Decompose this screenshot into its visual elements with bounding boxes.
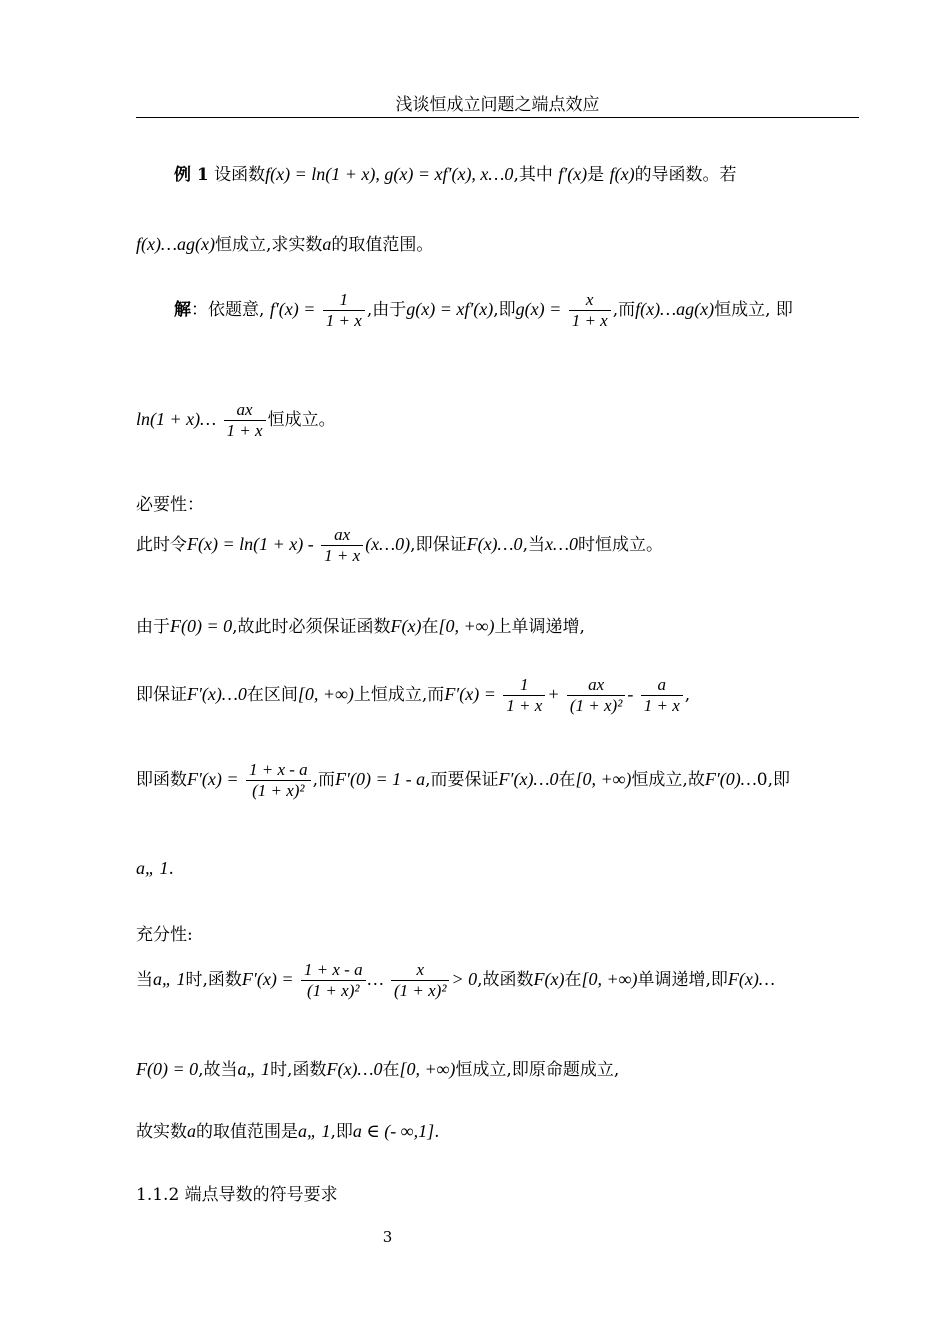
formula: f(x) — [609, 164, 635, 184]
denominator: 1 + x — [226, 421, 263, 440]
formula: F(x)…0 — [466, 534, 523, 554]
text: 单调递增,即 — [637, 970, 728, 990]
formula: F′(0) = 1 - a — [335, 769, 426, 789]
formula: F′(x) = — [241, 969, 294, 989]
formula: F(x) — [533, 969, 565, 989]
formula: a„ 1 — [153, 969, 186, 989]
text: 时,函数 — [185, 970, 242, 990]
fraction — [246, 760, 311, 801]
formula: g(x) = xf′(x) — [406, 299, 494, 319]
formula: [0, +∞) — [399, 1059, 456, 1079]
text: 在 — [421, 617, 439, 637]
fraction — [301, 960, 366, 1001]
denominator: (1 + x)² — [252, 781, 305, 800]
text: 即保证 — [136, 685, 187, 705]
formula: f′(x) — [558, 164, 588, 184]
formula: x…0 — [544, 534, 578, 554]
formula: F(x)…0 — [326, 1059, 383, 1079]
text: ,即保证 — [410, 535, 467, 555]
denominator: 1 + x — [324, 546, 361, 565]
denominator: (1 + x)² — [307, 981, 360, 1000]
text: 在区间 — [246, 685, 298, 705]
formula: F′(x) = — [444, 684, 496, 704]
text: . — [434, 1122, 440, 1142]
formula: ln(1 + x)… — [136, 409, 217, 429]
formula: f(x)…ag(x) — [635, 299, 715, 319]
numerator: x — [569, 290, 611, 311]
formula: a — [187, 1121, 196, 1141]
sufficiency-heading: 充分性: — [136, 925, 193, 945]
fraction — [567, 675, 625, 716]
text: ,而 — [312, 770, 336, 790]
fraction — [321, 525, 363, 566]
numerator: 1 + x - a — [246, 760, 311, 781]
denominator: (1 + x)² — [569, 696, 623, 715]
text: 时恒成立。 — [577, 535, 663, 555]
text: 在 — [564, 970, 582, 990]
operator: - — [627, 684, 634, 704]
text: 上恒成立,而 — [353, 685, 445, 705]
fraction — [323, 290, 365, 331]
text: 恒成立,求实数 — [214, 235, 323, 255]
operator: … — [367, 969, 384, 989]
text: 即函数 — [136, 770, 187, 790]
text: 的取值范围是 — [196, 1122, 298, 1142]
denominator: 1 + x — [325, 311, 362, 330]
text: ,故此时必须保证函数 — [232, 617, 391, 637]
sufficiency-line-1 — [136, 960, 860, 1001]
formula: a„ 1 — [298, 1121, 331, 1141]
text: 的导函数。若 — [634, 165, 737, 185]
sufficiency-line-2 — [136, 1055, 860, 1080]
text: 故实数 — [136, 1122, 187, 1142]
fraction — [224, 400, 266, 441]
text: ,当 — [522, 535, 545, 555]
denominator: 1 + x — [506, 696, 543, 715]
numerator: ax — [567, 675, 625, 696]
formula: F(0) = 0 — [136, 1059, 199, 1079]
formula: f(x) = ln(1 + x), g(x) = xf′(x), x…0 — [265, 164, 514, 184]
fraction — [391, 960, 449, 1001]
denominator: 1 + x — [571, 311, 608, 330]
example-1-line-2 — [136, 230, 860, 255]
necessity-heading: 必要性： — [136, 495, 204, 515]
formula: F′(x)…0 — [187, 684, 247, 704]
necessity-line-1 — [136, 525, 860, 566]
example-label: 例 1 — [174, 165, 209, 185]
fraction — [503, 675, 545, 716]
text: 当 — [136, 970, 153, 990]
numerator: a — [641, 675, 683, 696]
formula: F′(x)…0 — [498, 769, 559, 789]
necessity-conclusion — [136, 858, 860, 879]
numerator: 1 + x - a — [301, 960, 366, 981]
solution-line-2 — [136, 400, 860, 441]
text: , — [684, 685, 691, 705]
numerator: 1 — [503, 675, 545, 696]
formula: f′(x) = — [269, 299, 316, 319]
text: ,即 — [493, 300, 516, 320]
formula: F(x)… — [727, 969, 775, 989]
formula: [0, +∞) — [438, 616, 495, 636]
text: 在 — [558, 770, 576, 790]
formula: F(x) = ln(1 + x) - — [187, 534, 314, 554]
text: 在 — [382, 1060, 400, 1080]
text: ,故函数 — [477, 970, 534, 990]
fraction — [641, 675, 683, 716]
formula: [0, +∞) — [581, 969, 638, 989]
text: 恒成立。 — [267, 410, 336, 430]
fraction — [569, 290, 611, 331]
formula: a — [322, 234, 332, 254]
formula: > 0 — [451, 969, 478, 989]
necessity-line-2 — [136, 612, 860, 637]
numerator: ax — [224, 400, 266, 421]
text: ,即 — [330, 1122, 353, 1142]
formula: a ∈ (- ∞,1] — [352, 1121, 435, 1141]
formula: f(x)…ag(x) — [136, 234, 215, 254]
formula: F′(0)… — [704, 769, 757, 789]
formula: a„ 1 — [237, 1059, 271, 1079]
text: 0,即 — [756, 770, 791, 790]
solution-label: 解 — [174, 300, 191, 320]
text: 恒成立,故 — [631, 770, 705, 790]
text: ,由于 — [366, 300, 407, 320]
text: 恒成立,即原命题成立, — [455, 1060, 620, 1080]
page-header: 浅谈恒成立问题之端点效应 — [136, 90, 859, 118]
formula: [0, +∞) — [575, 769, 632, 789]
text: 的取值范围。 — [331, 235, 434, 255]
text: 时,函数 — [270, 1060, 327, 1080]
text: ,其中 — [513, 165, 553, 185]
page-number: 3 — [382, 1228, 393, 1246]
text: 设函数 — [214, 165, 266, 185]
denominator: (1 + x)² — [394, 981, 447, 1000]
formula: F′(x) = — [187, 769, 239, 789]
text: ：依题意, — [191, 300, 265, 320]
section-heading: 1.1.2 端点导数的符号要求 — [136, 1185, 338, 1205]
numerator: x — [391, 960, 449, 981]
necessity-line-3 — [136, 675, 860, 716]
formula: [0, +∞) — [297, 684, 354, 704]
final-answer — [136, 1117, 860, 1142]
text: 恒成立, 即 — [714, 300, 793, 320]
solution-line — [174, 290, 860, 331]
text: 此时令 — [136, 535, 187, 555]
formula: F(x) — [390, 616, 422, 636]
text: ,而 — [612, 300, 636, 320]
formula: F(0) = 0 — [170, 616, 233, 636]
numerator: ax — [321, 525, 363, 546]
example-1-line — [174, 160, 860, 185]
text: ,故当 — [198, 1060, 238, 1080]
text: 上单调递增, — [494, 617, 585, 637]
text: 由于 — [136, 617, 170, 637]
text: . — [168, 859, 174, 879]
formula: g(x) = — [515, 299, 562, 319]
denominator: 1 + x — [643, 696, 680, 715]
formula: a„ 1 — [136, 858, 169, 878]
operator: + — [547, 684, 560, 704]
formula: (x…0) — [365, 534, 411, 554]
numerator: 1 — [323, 290, 365, 311]
text: ,而要保证 — [425, 770, 499, 790]
text: 是 — [587, 165, 605, 185]
necessity-line-4 — [136, 760, 860, 801]
